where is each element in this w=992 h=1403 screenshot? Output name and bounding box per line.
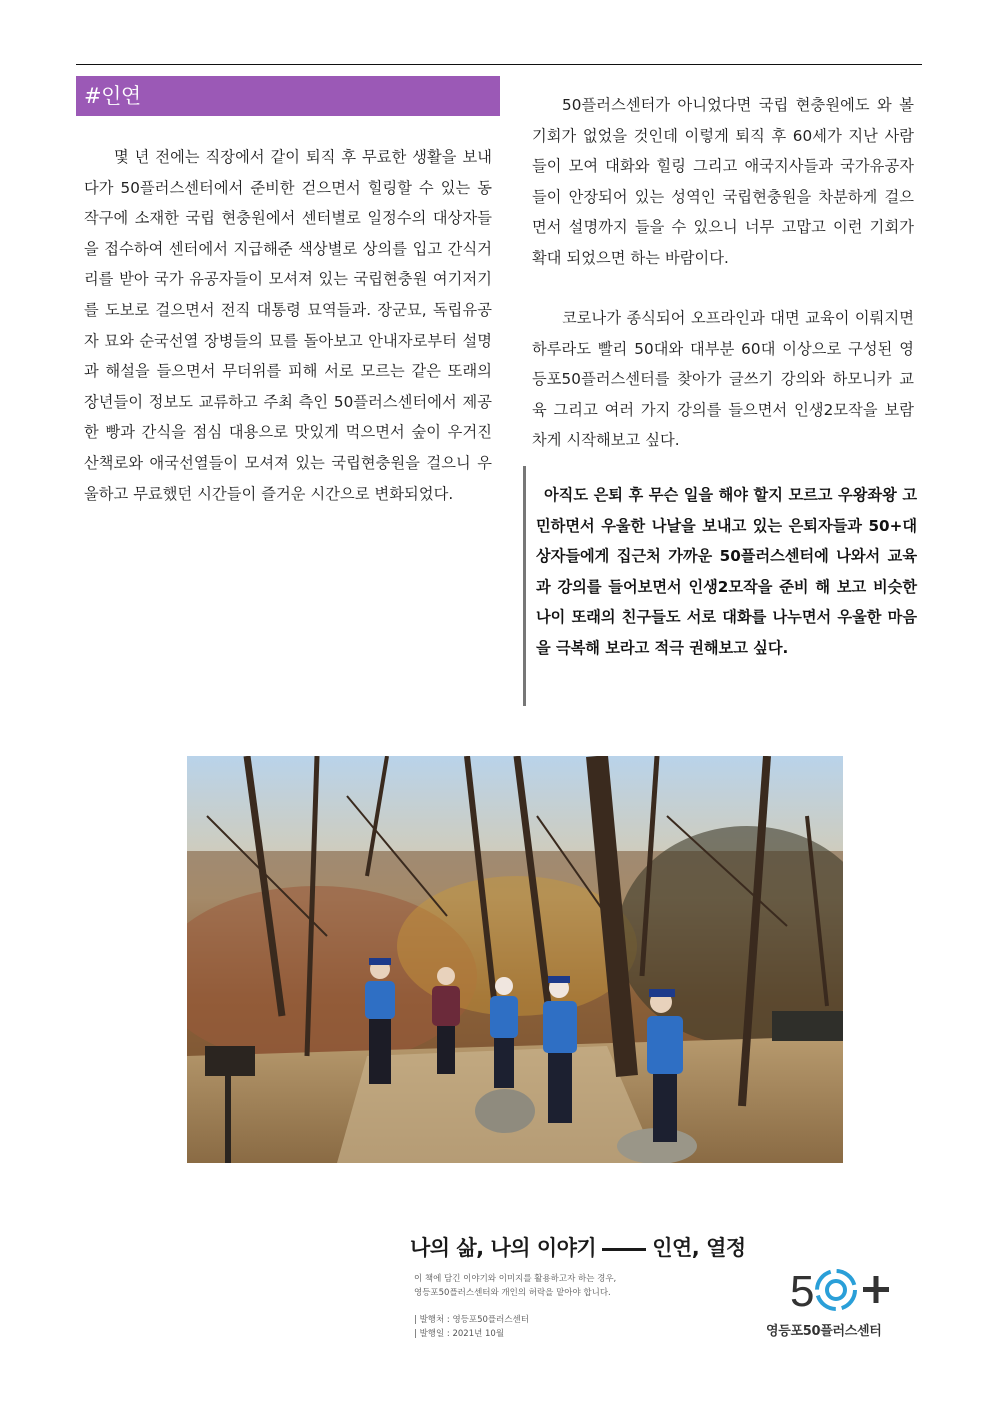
- section-header-title: #인연: [84, 84, 141, 108]
- footer-title-left: 나의 삶, 나의 이야기: [410, 1236, 597, 1260]
- footer-publish-date: | 발행일 : 2021년 10월: [414, 1329, 505, 1339]
- footer-copyright-note: [414, 1272, 616, 1300]
- svg-text:5: 5: [790, 1267, 815, 1316]
- fifty-plus-logo-icon: [770, 1262, 915, 1318]
- pull-quote-text: [536, 466, 917, 664]
- footer-note-line-1: 이 책에 담긴 이야기와 이미지를 활용하고자 하는 경우,: [414, 1274, 617, 1284]
- right-paragraph-1: [532, 90, 914, 274]
- pull-quote: [523, 466, 917, 706]
- logo-org-name: 영등포50플러스센터: [766, 1324, 882, 1339]
- footer-title-right: 인연, 열정: [652, 1236, 746, 1260]
- left-paragraph-text: 몇 년 전에는 직장에서 같이 퇴직 후 무료한 생활을 보내다가 50플러스센터에서 준비한 걷으면서 힐링할 수 있는 동작구에 소재한 국립 현충원에서 센터별로 일정수의 대상자들을 접수하여 센터에서 지급해준 색상별로 상의를 입고 간식거리를 받아 국가 유공자들이 모셔져 있는 국립현충원 여기저기를 도보로 걸으면서 전직 대통령 묘역들과. 장군묘, 독립유공자 묘와 순국선열 장병들의 묘를 돌아보고 안내자로부터 설명과 해설을 들으면서 무더위를 피해 서로 모르는 같은 또래의 장년들이 정보도 교류하고 주최 측인 50플러스센터에서 제공한 빵과 간식을 점심 대용으로 맛있게 먹으면서 숲이 우거진 산책로와 애국선열들이 모셔져 있는 국립현충원을 걸으니 우울하고 무료했던 시간들이 즐거운 시간으로 변화되었다.: [84, 148, 492, 503]
- footer-publication-info: [414, 1313, 529, 1341]
- section-header: [76, 76, 500, 116]
- footer-title-dash: [602, 1248, 646, 1251]
- right-paragraph-1-text: 50플러스센터가 아니었다면 국립 현충원에도 와 볼 기회가 없었을 것인데 이렇게 퇴직 후 60세가 지난 사람들이 모여 대화와 힐링 그리고 애국지사들과 국가유공자들이 안장되어 있는 성역인 국립현충원을 차분하게 걸으면서 설명까지 들을 수 있으니 너무 고맙고 이런 기회가 확대 되었으면 하는 바람이다.: [532, 96, 914, 267]
- right-paragraph-2: [532, 303, 914, 456]
- photo-illustration: [187, 756, 843, 1163]
- top-rule: [76, 64, 922, 65]
- hiking-group-photo: [187, 756, 843, 1163]
- left-paragraph: [84, 142, 492, 509]
- footer-note-line-2: 영등포50플러스센터와 개인의 허락을 맡아야 합니다.: [414, 1288, 611, 1298]
- footer-publisher: | 발행처 : 영등포50플러스센터: [414, 1315, 529, 1325]
- right-paragraph-2-text: 코로나가 종식되어 오프라인과 대면 교육이 이뤄지면 하루라도 빨리 50대와 대부분 60대 이상으로 구성된 영등포50플러스센터를 찾아가 글쓰기 강의와 하모니카 교육 그리고 여러 가지 강의를 들으면서 인생2모작을 보람차게 시작해보고 싶다.: [532, 309, 914, 450]
- footer-title: [410, 1232, 746, 1262]
- pull-quote-body: 아직도 은퇴 후 무슨 일을 해야 할지 모르고 우왕좌왕 고민하면서 우울한 나날을 보내고 있는 은퇴자들과 50+대상자들에게 집근처 가까운 50플러스센터에 나와서 교육과 강의를 들어보면서 인생2모작을 준비 해 보고 비슷한 나이 또래의 친구들도 서로 대화를 나누면서 우울한 마음을 극복해 보라고 적극 권해보고 싶다.: [536, 486, 917, 657]
